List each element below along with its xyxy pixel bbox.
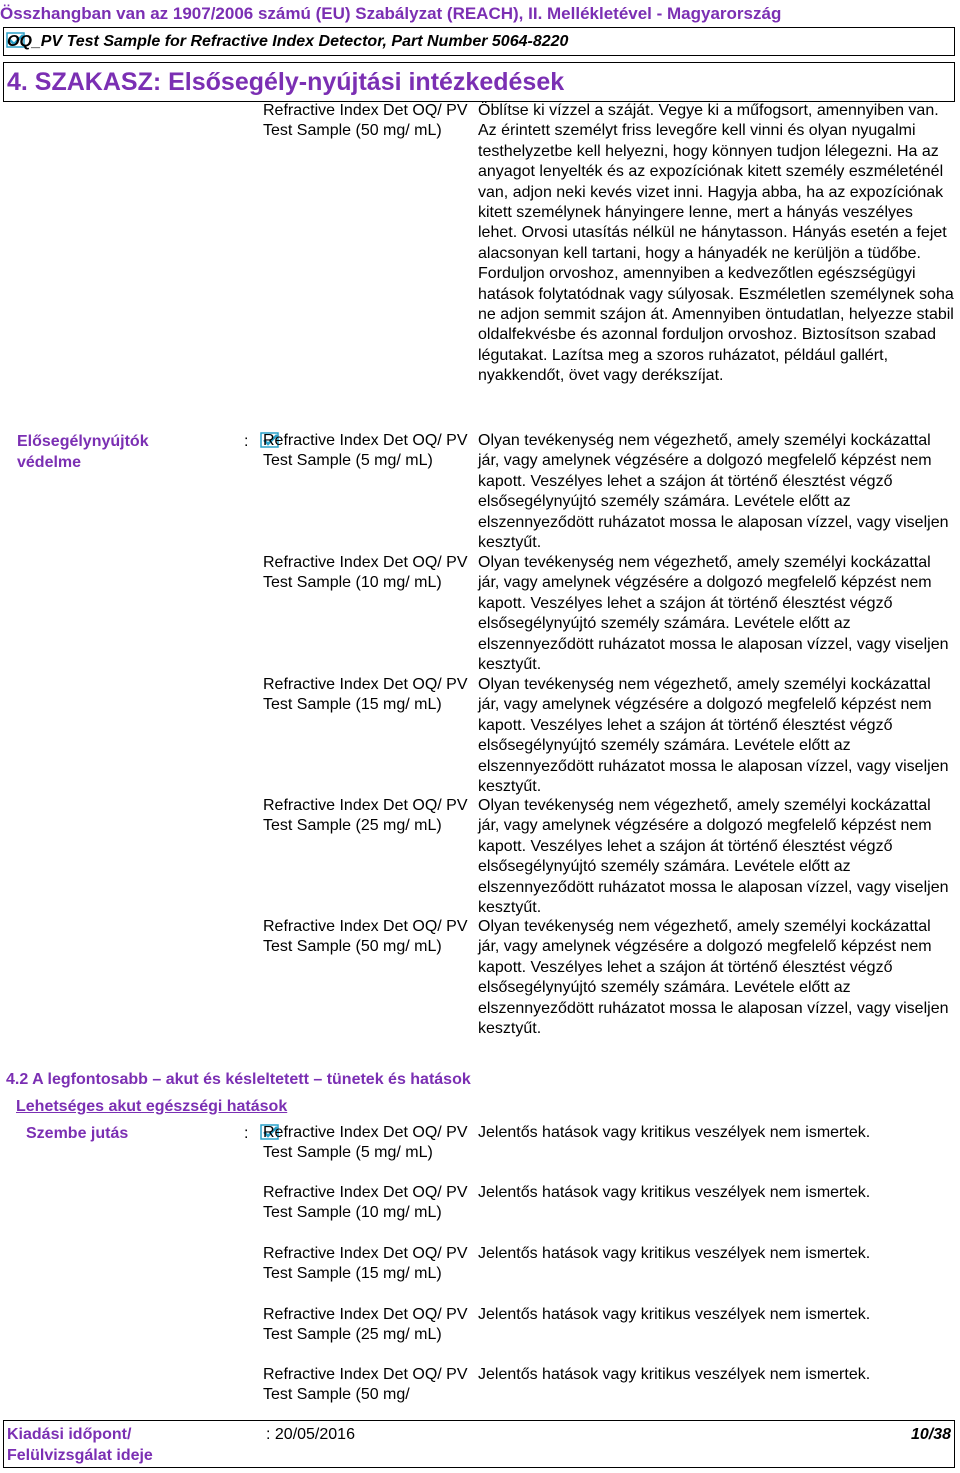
page-number: 10/38: [910, 1426, 951, 1443]
first-aider-product-15: Refractive Index Det OQ/ PV Test Sample (15 mg/ mL): [263, 676, 468, 714]
eye-product-5: Refractive Index Det OQ/ PV Test Sample (5 mg/ mL): [263, 1124, 468, 1162]
eye-product-15: Refractive Index Det OQ/ PV Test Sample (15 mg/ mL): [263, 1245, 468, 1283]
first-aider-product-10: Refractive Index Det OQ/ PV Test Sample (10 mg/ mL): [263, 554, 468, 592]
document-header-title: Összhangban van az 1907/2006 számú (EU) Szabályzat (REACH), II. Mellékletével - Magyarország: [0, 4, 782, 23]
section-heading-box: [3, 62, 955, 102]
first-aider-text-15: Olyan tevékenység nem végezhető, amely személyi kockázattal jár, vagy amelynek végzésére a dolgozó megfelelő képzést nem kapott. Veszélyes lehet a szájon át történő élesztést végző elsősegélynyújtó személy számára. Levétele előtt az elszennyeződött ruházatot mossa le alaposan vízzel, vagy viseljen kesztyűt.: [478, 676, 949, 796]
first-aider-text-50: Olyan tevékenység nem végezhető, amely személyi kockázattal jár, vagy amelynek végzésére a dolgozó megfelelő képzést nem kapott. Veszélyes lehet a szájon át történő élesztést végző elsősegélynyújtó személy számára. Levétele előtt az elszennyeződött ruházatot mossa le alaposan vízzel, vagy viseljen kesztyűt.: [478, 918, 949, 1038]
eye-contact-colon: :: [244, 1125, 249, 1142]
first-aider-colon: :: [244, 433, 249, 450]
product-name-box: [3, 27, 955, 56]
subsection-title: 4.2 A legfontosabb – akut és késleltetett – tünetek és hatások: [6, 1071, 471, 1088]
first-aider-protection-label: Elősegélynyújtók védelme: [17, 433, 149, 471]
first-aider-text-25: Olyan tevékenység nem végezhető, amely személyi kockázattal jár, vagy amelynek végzésére a dolgozó megfelelő képzést nem kapott. Veszélyes lehet a szájon át történő élesztést végző elsősegélynyújtó személy számára. Levétele előtt az elszennyeződött ruházatot mossa le alaposan vízzel, vagy viseljen kesztyűt.: [478, 797, 949, 917]
product-name: OQ_PV Test Sample for Refractive Index Detector, Part Number 5064-8220: [7, 33, 569, 50]
issue-date-label: Kiadási időpont/ Felülvizsgálat ideje: [7, 1426, 153, 1464]
eye-contact-label: Szembe jutás: [26, 1125, 129, 1142]
section-title: 4. SZAKASZ: Elsősegély-nyújtási intézkedések: [7, 68, 565, 96]
eye-text-10: Jelentős hatások vagy kritikus veszélyek nem ismertek.: [478, 1184, 871, 1201]
ingestion-product-50: Refractive Index Det OQ/ PV Test Sample (50 mg/ mL): [263, 102, 468, 140]
first-aider-product-50: Refractive Index Det OQ/ PV Test Sample (50 mg/ mL): [263, 918, 468, 956]
first-aider-text-5: Olyan tevékenység nem végezhető, amely személyi kockázattal jár, vagy amelynek végzésére a dolgozó megfelelő képzést nem kapott. Veszélyes lehet a szájon át történő élesztést végző elsősegélynyújtó személy számára. Levétele előtt az elszennyeződött ruházatot mossa le alaposan vízzel, vagy viseljen kesztyűt.: [478, 432, 949, 552]
footer-box: [3, 1420, 955, 1468]
first-aider-text-10: Olyan tevékenység nem végezhető, amely személyi kockázattal jár, vagy amelynek végzésére a dolgozó megfelelő képzést nem kapott. Veszélyes lehet a szájon át történő élesztést végző elsősegélynyújtó személy számára. Levétele előtt az elszennyeződött ruházatot mossa le alaposan vízzel, vagy viseljen kesztyűt.: [478, 554, 949, 674]
issue-date: : 20/05/2016: [266, 1426, 355, 1443]
ingestion-instructions: Öblítse ki vízzel a száját. Vegye ki a műfogsort, amennyiben van. Az érintett személyt friss levegőre kell vinni és olyan nyugalmi testhelyzetbe kell helyezni, hogy könnyen tudjon lélegezni. Ha az anyagot lenyelték és az expozíciónak kitett személy eszméleténél van, adjon neki kevés vizet inni. Hagyja abba, ha az expozíciónak kitett személynek hányingere lenne, mert a hányás veszélyes lehet. Orvosi utasítás nélkül ne hánytasson. Hányás esetén a fejet alacsonyan kell tartani, hogy a hányadék ne kerüljön a tüdőbe. Forduljon orvoshoz, amennyiben a kedvezőtlen egészségügyi hatások folytatódnak vagy súlyosak. Eszméletlen személynek soha ne adjon semmit szájon át. Amennyiben öntudatlan, helyezze stabil oldalfekvésbe és azonnal forduljon orvoshoz. Biztosítson szabad légutakat. Lazítsa meg a szoros ruházatot, például gallért, nyakkendőt, övet vagy derékszíjat.: [478, 102, 954, 385]
eye-text-50: Jelentős hatások vagy kritikus veszélyek nem ismertek.: [478, 1366, 871, 1383]
eye-text-25: Jelentős hatások vagy kritikus veszélyek nem ismertek.: [478, 1306, 871, 1323]
eye-product-25: Refractive Index Det OQ/ PV Test Sample (25 mg/ mL): [263, 1306, 468, 1344]
acute-effects-heading: Lehetséges akut egészségi hatások: [16, 1098, 288, 1115]
eye-product-10: Refractive Index Det OQ/ PV Test Sample (10 mg/ mL): [263, 1184, 468, 1222]
first-aider-product-25: Refractive Index Det OQ/ PV Test Sample (25 mg/ mL): [263, 797, 468, 835]
eye-text-15: Jelentős hatások vagy kritikus veszélyek nem ismertek.: [478, 1245, 871, 1262]
first-aider-product-5: Refractive Index Det OQ/ PV Test Sample (5 mg/ mL): [263, 432, 468, 470]
eye-product-50: Refractive Index Det OQ/ PV Test Sample (50 mg/: [263, 1366, 468, 1404]
eye-text-5: Jelentős hatások vagy kritikus veszélyek nem ismertek.: [478, 1124, 871, 1141]
